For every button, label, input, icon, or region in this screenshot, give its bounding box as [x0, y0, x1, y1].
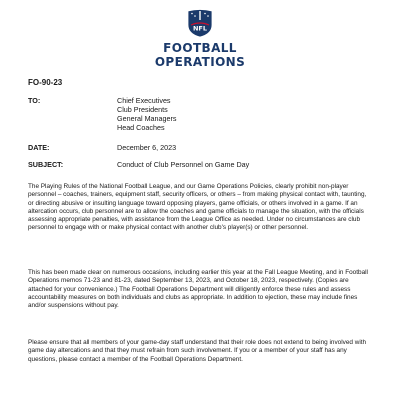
org-name-line1: FOOTBALL — [163, 41, 237, 55]
letterhead — [0, 8, 400, 69]
body-paragraph: This has been made clear on numerous occasions, including earlier this year at the Fall League Meeting, and in Football Operations memos 71-23 and 81-23, dated September 13, 2023, and October 18, 2023, respectively. (Copies are attached for your convenience.) The Football Operations Department will diligently enforce these rules and assess accountability measures on both individuals and clubs as appropriate. In addition to ejection, these may include fines and/or suspensions without pay. — [28, 269, 368, 310]
recipient-item: General Managers — [117, 114, 177, 123]
memo-date: December 6, 2023 — [117, 143, 177, 152]
subject-label: SUBJECT: — [28, 160, 64, 169]
body-paragraph: The Playing Rules of the National Football League, and our Game Operations Policies, clearly prohibit non-player personnel – coaches, trainers, equipment staff, security officers, or others – from making physical contact with, taunting, or directing abusive or insulting language toward opposing players, game officials, or others involved in a game. If an altercation occurs, club personnel are to allow the coaches and game officials to manage the situation, with the officials assessing appropriate penalties, with assistance from the League Office as needed. Under no circumstances are club personnel to engage with or make physical contact with another club's player(s) or other personnel. — [28, 183, 367, 232]
body-paragraph: Please ensure that all members of your game-day staff understand that their role does not extend to being involved with game day altercations and that they must refrain from such involvement. If you or a member of your staff has any questions, please contact a member of the Football Operations Department. — [28, 339, 367, 363]
memo-subject: Conduct of Club Personnel on Game Day — [117, 160, 250, 169]
date-label: DATE: — [28, 143, 50, 152]
recipient-list — [117, 96, 387, 132]
recipient-item: Chief Executives — [117, 96, 171, 105]
to-label: TO: — [28, 96, 41, 105]
memo-id: FO-90-23 — [28, 78, 63, 87]
recipient-item: Head Coaches — [117, 123, 165, 132]
org-name-line2: OPERATIONS — [154, 55, 246, 69]
nfl-shield-logo-icon — [187, 8, 213, 38]
logo-text: NFL — [192, 24, 208, 33]
recipient-item: Club Presidents — [117, 105, 168, 114]
